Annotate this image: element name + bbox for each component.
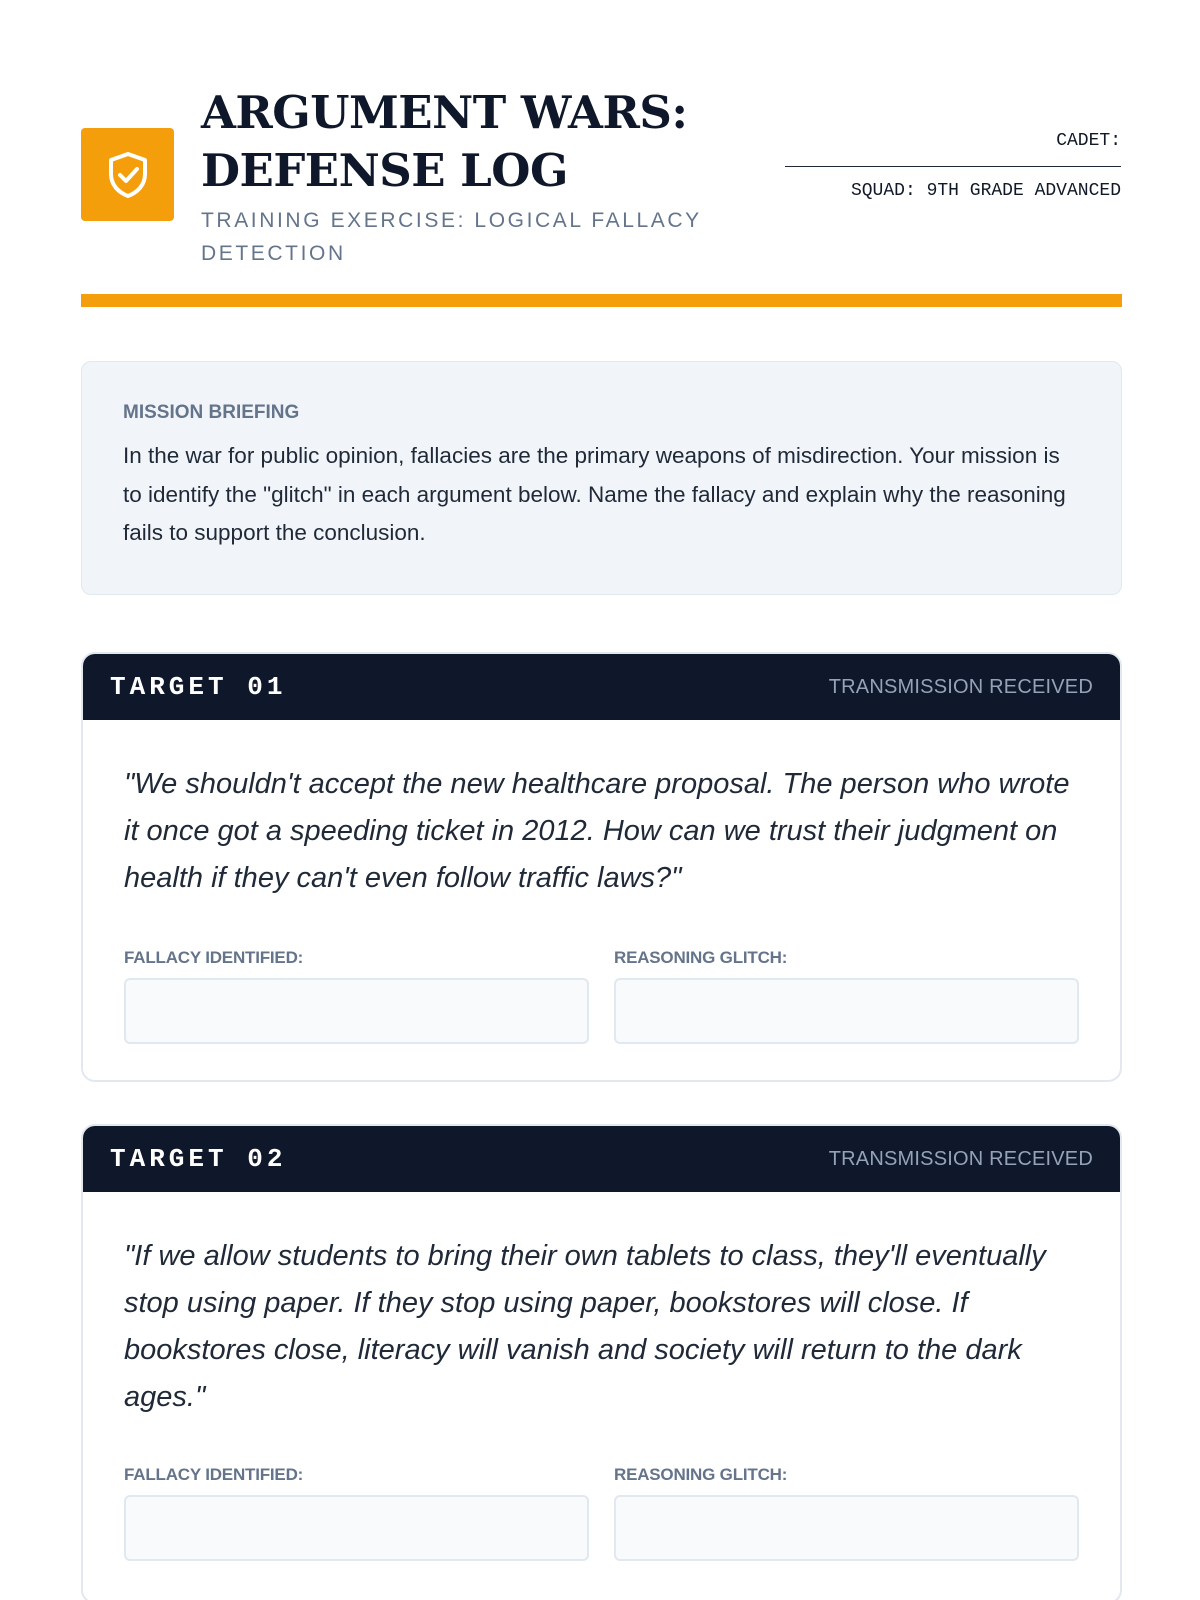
glitch-label: REASONING GLITCH:	[614, 1465, 788, 1484]
argument-quote: "We shouldn't accept the new healthcare proposal. The person who wrote it once got a speeding ticket in 2012. How can we trust their judgment on health if they can't even follow traffic laws?"	[124, 768, 1070, 894]
fallacy-input[interactable]	[124, 1495, 589, 1561]
argument-quote: "If we allow students to bring their own tablets to class, they'll eventually stop using paper. If they stop using paper, bookstores will close. If bookstores close, literacy will vanish and society will return to the dark ages."	[124, 1240, 1046, 1413]
glitch-input[interactable]	[614, 1495, 1079, 1561]
cadet-name-field[interactable]	[785, 166, 1121, 167]
target-card-01	[81, 652, 1122, 1082]
target-status: TRANSMISSION RECEIVED	[828, 675, 1093, 698]
glitch-field	[614, 948, 1079, 1044]
target-body	[83, 1233, 1120, 1561]
target-title: TARGET 01	[110, 672, 287, 702]
fallacy-field	[124, 1465, 589, 1561]
target-header	[83, 1126, 1120, 1192]
mission-briefing	[81, 361, 1122, 595]
header-divider	[81, 294, 1122, 307]
fallacy-input[interactable]	[124, 978, 589, 1044]
briefing-heading: MISSION BRIEFING	[123, 402, 300, 423]
cadet-line	[781, 130, 1121, 152]
glitch-input[interactable]	[614, 978, 1079, 1044]
fallacy-label: FALLACY IDENTIFIED:	[124, 948, 304, 967]
briefing-text: In the war for public opinion, fallacies are the primary weapons of misdirection. Your mission is to identify the "glitch" in each argument below. Name the fallacy and explain why the reasoning fails to support the conclusion.	[123, 443, 1066, 545]
logo-badge	[81, 128, 174, 221]
target-card-02	[81, 1124, 1122, 1600]
glitch-field	[614, 1465, 1079, 1561]
cadet-label: CADET:	[1056, 131, 1121, 151]
title-block	[201, 84, 761, 270]
fallacy-field	[124, 948, 589, 1044]
target-status: TRANSMISSION RECEIVED	[828, 1147, 1093, 1170]
target-title: TARGET 02	[110, 1144, 287, 1174]
glitch-label: REASONING GLITCH:	[614, 948, 788, 967]
page-header	[81, 84, 1121, 294]
target-body	[83, 761, 1120, 1044]
squad-label: SQUAD: 9TH GRADE ADVANCED	[850, 181, 1121, 201]
cadet-info	[781, 130, 1121, 203]
fallacy-label: FALLACY IDENTIFIED:	[124, 1465, 304, 1484]
page-title: ARGUMENT WARS: DEFENSE LOG	[201, 86, 688, 197]
target-header	[83, 654, 1120, 720]
shield-check-icon	[105, 150, 151, 200]
answer-fields	[124, 948, 1079, 1044]
page-subtitle: TRAINING EXERCISE: LOGICAL FALLACY DETECTION	[201, 209, 702, 265]
answer-fields	[124, 1465, 1079, 1561]
